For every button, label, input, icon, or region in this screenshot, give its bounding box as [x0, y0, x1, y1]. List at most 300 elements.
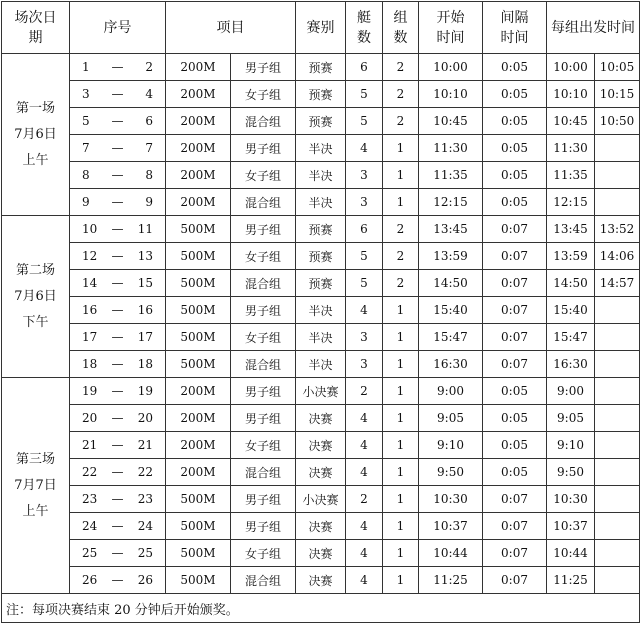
group-start-1-cell: 9:05: [547, 405, 595, 432]
group-cell: 混合组: [231, 189, 296, 216]
seq-from: 22: [82, 465, 98, 479]
distance-cell: 500M: [166, 270, 231, 297]
header-boats: 艇数: [346, 2, 383, 54]
interval-cell: 0:07: [483, 567, 547, 594]
table-row: [2, 486, 640, 513]
group-cell: 男子组: [231, 513, 296, 540]
seq-cell: [70, 567, 166, 594]
seq-dash: —: [111, 114, 124, 128]
groups-cell: 1: [383, 324, 419, 351]
table-row: [2, 378, 640, 405]
group-start-1-cell: 15:40: [547, 297, 595, 324]
seq-cell: [70, 351, 166, 378]
schedule-table: [1, 1, 640, 623]
seq-cell: [70, 270, 166, 297]
group-start-2-cell: 10:15: [595, 81, 640, 108]
seq-dash: —: [111, 411, 124, 425]
schedule-body: [2, 54, 640, 594]
seq-to: 18: [137, 357, 153, 371]
group-cell: 女子组: [231, 81, 296, 108]
table-row: [2, 513, 640, 540]
seq-from: 21: [82, 438, 98, 452]
group-start-2-cell: 14:06: [595, 243, 640, 270]
seq-dash: —: [111, 357, 124, 371]
note-text: 注：每项决赛结束 20 分钟后开始颁奖。: [2, 594, 640, 623]
group-start-1-cell: 10:44: [547, 540, 595, 567]
seq-from: 26: [82, 573, 98, 587]
group-start-1-cell: 11:35: [547, 162, 595, 189]
group-cell: 男子组: [231, 216, 296, 243]
group-start-1-cell: 11:30: [547, 135, 595, 162]
table-row: [2, 459, 640, 486]
seq-from: 16: [82, 303, 98, 317]
boats-cell: 6: [346, 54, 383, 81]
seq-cell: [70, 135, 166, 162]
groups-cell: 2: [383, 243, 419, 270]
seq-to: 20: [137, 411, 153, 425]
interval-cell: 0:07: [483, 486, 547, 513]
header-session: 场次日期: [2, 2, 70, 54]
start-time-cell: 16:30: [419, 351, 483, 378]
seq-cell: [70, 108, 166, 135]
race-type-cell: 决赛: [296, 513, 346, 540]
distance-cell: 500M: [166, 513, 231, 540]
boats-cell: 3: [346, 324, 383, 351]
group-start-1-cell: 12:15: [547, 189, 595, 216]
boats-cell: 2: [346, 378, 383, 405]
group-start-2-cell: [595, 351, 640, 378]
race-type-cell: 半决: [296, 297, 346, 324]
group-start-2-cell: [595, 324, 640, 351]
start-time-cell: 10:30: [419, 486, 483, 513]
start-time-cell: 10:00: [419, 54, 483, 81]
header-row: [2, 2, 640, 54]
header-start: 开始时间: [419, 2, 483, 54]
group-start-2-cell: [595, 405, 640, 432]
interval-cell: 0:05: [483, 54, 547, 81]
group-cell: 女子组: [231, 243, 296, 270]
seq-dash: —: [111, 330, 124, 344]
groups-cell: 1: [383, 513, 419, 540]
race-type-cell: 决赛: [296, 432, 346, 459]
boats-cell: 2: [346, 486, 383, 513]
seq-from: 18: [82, 357, 98, 371]
seq-to: 2: [145, 60, 153, 74]
note-row: [2, 594, 640, 623]
table-row: [2, 81, 640, 108]
seq-dash: —: [111, 168, 124, 182]
groups-cell: 1: [383, 378, 419, 405]
table-row: [2, 351, 640, 378]
session-label-line: 第二场: [15, 262, 55, 278]
seq-cell: [70, 378, 166, 405]
interval-cell: 0:05: [483, 81, 547, 108]
boats-cell: 4: [346, 135, 383, 162]
table-row: [2, 567, 640, 594]
group-start-2-cell: [595, 486, 640, 513]
start-time-cell: 15:47: [419, 324, 483, 351]
table-row: [2, 243, 640, 270]
distance-cell: 500M: [166, 540, 231, 567]
interval-cell: 0:07: [483, 297, 547, 324]
race-type-cell: 预赛: [296, 243, 346, 270]
group-cell: 女子组: [231, 540, 296, 567]
race-type-cell: 小决赛: [296, 486, 346, 513]
table-row: [2, 270, 640, 297]
group-cell: 混合组: [231, 351, 296, 378]
seq-dash: —: [111, 195, 124, 209]
groups-cell: 1: [383, 297, 419, 324]
table-row: [2, 405, 640, 432]
distance-cell: 200M: [166, 378, 231, 405]
group-start-1-cell: 10:37: [547, 513, 595, 540]
header-race: 赛别: [296, 2, 346, 54]
race-type-cell: 决赛: [296, 540, 346, 567]
boats-cell: 5: [346, 270, 383, 297]
boats-cell: 4: [346, 297, 383, 324]
group-start-2-cell: 14:57: [595, 270, 640, 297]
group-cell: 混合组: [231, 108, 296, 135]
seq-cell: [70, 297, 166, 324]
start-time-cell: 11:30: [419, 135, 483, 162]
group-cell: 男子组: [231, 405, 296, 432]
boats-cell: 5: [346, 108, 383, 135]
interval-cell: 0:05: [483, 108, 547, 135]
distance-cell: 200M: [166, 405, 231, 432]
boats-cell: 5: [346, 81, 383, 108]
race-type-cell: 预赛: [296, 270, 346, 297]
group-start-1-cell: 11:25: [547, 567, 595, 594]
interval-cell: 0:07: [483, 324, 547, 351]
seq-dash: —: [111, 60, 124, 74]
group-start-2-cell: [595, 162, 640, 189]
seq-cell: [70, 81, 166, 108]
group-cell: 男子组: [231, 378, 296, 405]
interval-cell: 0:05: [483, 405, 547, 432]
table-row: [2, 432, 640, 459]
table-row: [2, 54, 640, 81]
group-start-1-cell: 9:50: [547, 459, 595, 486]
interval-cell: 0:07: [483, 513, 547, 540]
group-start-2-cell: 13:52: [595, 216, 640, 243]
distance-cell: 500M: [166, 324, 231, 351]
group-start-2-cell: [595, 189, 640, 216]
boats-cell: 4: [346, 513, 383, 540]
groups-cell: 1: [383, 432, 419, 459]
session-cell: [2, 54, 70, 216]
seq-from: 7: [82, 141, 90, 155]
race-type-cell: 预赛: [296, 216, 346, 243]
distance-cell: 200M: [166, 135, 231, 162]
seq-to: 15: [137, 276, 153, 290]
group-cell: 混合组: [231, 567, 296, 594]
groups-cell: 2: [383, 108, 419, 135]
race-type-cell: 决赛: [296, 567, 346, 594]
seq-to: 9: [145, 195, 153, 209]
group-cell: 男子组: [231, 135, 296, 162]
group-cell: 女子组: [231, 324, 296, 351]
race-type-cell: 半决: [296, 135, 346, 162]
header-groups: 组数: [383, 2, 419, 54]
seq-dash: —: [111, 384, 124, 398]
seq-from: 24: [82, 519, 98, 533]
group-start-1-cell: 9:00: [547, 378, 595, 405]
distance-cell: 500M: [166, 351, 231, 378]
groups-cell: 1: [383, 459, 419, 486]
group-start-1-cell: 16:30: [547, 351, 595, 378]
seq-dash: —: [111, 303, 124, 317]
session-label-line: 7月6日: [14, 288, 57, 304]
table-row: [2, 297, 640, 324]
seq-to: 26: [137, 573, 153, 587]
start-time-cell: 10:44: [419, 540, 483, 567]
session-label-line: 第三场: [15, 451, 55, 467]
interval-cell: 0:05: [483, 432, 547, 459]
group-cell: 女子组: [231, 432, 296, 459]
boats-cell: 4: [346, 540, 383, 567]
seq-to: 11: [137, 222, 153, 236]
seq-from: 23: [82, 492, 98, 506]
seq-to: 24: [137, 519, 153, 533]
seq-from: 20: [82, 411, 98, 425]
boats-cell: 3: [346, 162, 383, 189]
start-time-cell: 10:37: [419, 513, 483, 540]
seq-cell: [70, 54, 166, 81]
groups-cell: 1: [383, 540, 419, 567]
interval-cell: 0:05: [483, 189, 547, 216]
interval-cell: 0:07: [483, 216, 547, 243]
boats-cell: 5: [346, 243, 383, 270]
seq-from: 19: [82, 384, 98, 398]
group-start-2-cell: [595, 459, 640, 486]
seq-dash: —: [111, 276, 124, 290]
race-type-cell: 决赛: [296, 459, 346, 486]
groups-cell: 1: [383, 486, 419, 513]
group-start-2-cell: 10:50: [595, 108, 640, 135]
distance-cell: 500M: [166, 216, 231, 243]
group-start-1-cell: 13:59: [547, 243, 595, 270]
race-type-cell: 预赛: [296, 81, 346, 108]
groups-cell: 2: [383, 270, 419, 297]
seq-from: 5: [82, 114, 90, 128]
groups-cell: 1: [383, 351, 419, 378]
race-type-cell: 半决: [296, 351, 346, 378]
seq-cell: [70, 189, 166, 216]
start-time-cell: 13:45: [419, 216, 483, 243]
seq-from: 12: [82, 249, 98, 263]
table-row: [2, 216, 640, 243]
seq-from: 17: [82, 330, 98, 344]
seq-to: 16: [137, 303, 153, 317]
start-time-cell: 9:50: [419, 459, 483, 486]
groups-cell: 2: [383, 216, 419, 243]
table-row: [2, 135, 640, 162]
group-start-2-cell: [595, 432, 640, 459]
group-start-1-cell: 10:00: [547, 54, 595, 81]
table-row: [2, 540, 640, 567]
boats-cell: 4: [346, 459, 383, 486]
seq-from: 25: [82, 546, 98, 560]
group-cell: 男子组: [231, 486, 296, 513]
seq-from: 14: [82, 276, 98, 290]
header-group-start: 每组出发时间: [547, 2, 640, 54]
session-label-line: 7月6日: [14, 126, 57, 142]
seq-dash: —: [111, 465, 124, 479]
group-start-2-cell: [595, 540, 640, 567]
table-row: [2, 162, 640, 189]
start-time-cell: 15:40: [419, 297, 483, 324]
seq-to: 25: [137, 546, 153, 560]
race-type-cell: 半决: [296, 189, 346, 216]
seq-to: 17: [137, 330, 153, 344]
session-label-line: 第一场: [15, 100, 55, 116]
race-type-cell: 半决: [296, 324, 346, 351]
group-start-1-cell: 13:45: [547, 216, 595, 243]
distance-cell: 500M: [166, 243, 231, 270]
seq-dash: —: [111, 438, 124, 452]
group-start-2-cell: [595, 378, 640, 405]
interval-cell: 0:07: [483, 270, 547, 297]
group-cell: 男子组: [231, 297, 296, 324]
seq-to: 6: [145, 114, 153, 128]
seq-to: 13: [137, 249, 153, 263]
start-time-cell: 13:59: [419, 243, 483, 270]
seq-dash: —: [111, 492, 124, 506]
start-time-cell: 9:00: [419, 378, 483, 405]
seq-cell: [70, 216, 166, 243]
seq-from: 1: [82, 60, 90, 74]
seq-dash: —: [111, 249, 124, 263]
start-time-cell: 12:15: [419, 189, 483, 216]
distance-cell: 200M: [166, 432, 231, 459]
header-seq: 序号: [70, 2, 166, 54]
boats-cell: 4: [346, 405, 383, 432]
boats-cell: 6: [346, 216, 383, 243]
seq-dash: —: [111, 519, 124, 533]
interval-cell: 0:05: [483, 135, 547, 162]
interval-cell: 0:05: [483, 378, 547, 405]
session-cell: [2, 216, 70, 378]
groups-cell: 1: [383, 162, 419, 189]
distance-cell: 500M: [166, 486, 231, 513]
boats-cell: 4: [346, 432, 383, 459]
seq-dash: —: [111, 573, 124, 587]
seq-from: 3: [82, 87, 90, 101]
group-start-1-cell: 9:10: [547, 432, 595, 459]
seq-from: 8: [82, 168, 90, 182]
session-label-line: 上午: [22, 152, 49, 168]
start-time-cell: 10:10: [419, 81, 483, 108]
seq-dash: —: [111, 222, 124, 236]
seq-to: 22: [137, 465, 153, 479]
interval-cell: 0:05: [483, 459, 547, 486]
seq-to: 8: [145, 168, 153, 182]
boats-cell: 3: [346, 351, 383, 378]
distance-cell: 500M: [166, 297, 231, 324]
group-start-2-cell: [595, 567, 640, 594]
seq-to: 19: [137, 384, 153, 398]
seq-dash: —: [111, 546, 124, 560]
header-interval: 间隔时间: [483, 2, 547, 54]
session-label-line: 7月7日: [14, 477, 57, 493]
group-start-2-cell: 10:05: [595, 54, 640, 81]
group-start-2-cell: [595, 135, 640, 162]
table-row: [2, 324, 640, 351]
start-time-cell: 10:45: [419, 108, 483, 135]
seq-from: 9: [82, 195, 90, 209]
seq-cell: [70, 513, 166, 540]
interval-cell: 0:07: [483, 351, 547, 378]
header-item: 项目: [166, 2, 296, 54]
group-start-1-cell: 10:45: [547, 108, 595, 135]
groups-cell: 2: [383, 54, 419, 81]
group-cell: 混合组: [231, 270, 296, 297]
seq-cell: [70, 486, 166, 513]
distance-cell: 200M: [166, 459, 231, 486]
seq-to: 21: [137, 438, 153, 452]
groups-cell: 1: [383, 405, 419, 432]
race-type-cell: 小决赛: [296, 378, 346, 405]
race-type-cell: 半决: [296, 162, 346, 189]
start-time-cell: 11:35: [419, 162, 483, 189]
seq-dash: —: [111, 141, 124, 155]
seq-cell: [70, 459, 166, 486]
start-time-cell: 9:05: [419, 405, 483, 432]
interval-cell: 0:05: [483, 162, 547, 189]
table-row: [2, 189, 640, 216]
distance-cell: 200M: [166, 189, 231, 216]
distance-cell: 200M: [166, 81, 231, 108]
seq-cell: [70, 162, 166, 189]
groups-cell: 2: [383, 81, 419, 108]
group-start-1-cell: 15:47: [547, 324, 595, 351]
group-cell: 女子组: [231, 162, 296, 189]
group-cell: 混合组: [231, 459, 296, 486]
boats-cell: 3: [346, 189, 383, 216]
seq-cell: [70, 540, 166, 567]
seq-to: 4: [145, 87, 153, 101]
seq-to: 7: [145, 141, 153, 155]
race-type-cell: 预赛: [296, 108, 346, 135]
seq-cell: [70, 405, 166, 432]
race-type-cell: 预赛: [296, 54, 346, 81]
groups-cell: 1: [383, 567, 419, 594]
seq-to: 23: [137, 492, 153, 506]
boats-cell: 4: [346, 567, 383, 594]
start-time-cell: 9:10: [419, 432, 483, 459]
session-cell: [2, 378, 70, 594]
distance-cell: 200M: [166, 108, 231, 135]
group-start-1-cell: 14:50: [547, 270, 595, 297]
seq-cell: [70, 243, 166, 270]
start-time-cell: 11:25: [419, 567, 483, 594]
session-label-line: 上午: [22, 503, 49, 519]
distance-cell: 500M: [166, 567, 231, 594]
seq-dash: —: [111, 87, 124, 101]
groups-cell: 1: [383, 189, 419, 216]
seq-cell: [70, 324, 166, 351]
seq-cell: [70, 432, 166, 459]
groups-cell: 1: [383, 135, 419, 162]
seq-from: 10: [82, 222, 98, 236]
distance-cell: 200M: [166, 54, 231, 81]
table-row: [2, 108, 640, 135]
group-start-1-cell: 10:30: [547, 486, 595, 513]
session-label-line: 下午: [22, 314, 49, 330]
group-start-1-cell: 10:10: [547, 81, 595, 108]
group-cell: 男子组: [231, 54, 296, 81]
race-type-cell: 决赛: [296, 405, 346, 432]
